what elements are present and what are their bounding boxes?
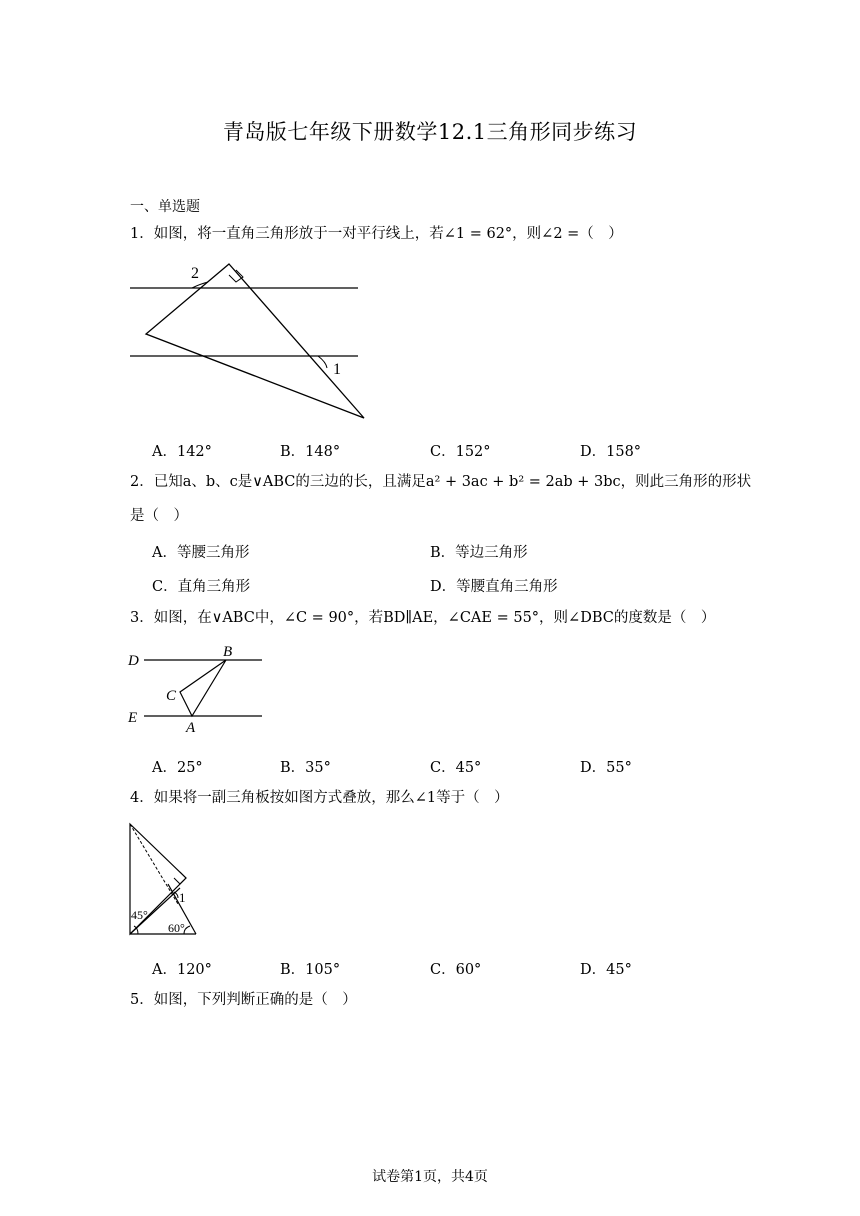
option-a[interactable]: A．等腰三角形 xyxy=(152,545,250,561)
option-b[interactable]: B．35° xyxy=(280,760,331,776)
section-heading: 一、单选题 xyxy=(130,199,200,215)
angle-2-label: 2 xyxy=(191,265,199,282)
angle-60-label: 60° xyxy=(168,921,185,935)
question-3-stem: 3．如图，在∨ABC中，∠C = 90°，若BD∥AE，∠CAE = 55°，则∠DBC的度数是（ ） xyxy=(130,610,716,626)
option-c[interactable]: C．直角三角形 xyxy=(152,579,251,595)
angle-45-label: 45° xyxy=(131,908,148,922)
option-d[interactable]: D．55° xyxy=(580,760,632,776)
point-e-label: E xyxy=(128,710,138,726)
question-1-stem: 1．如图，将一直角三角形放于一对平行线上，若∠1 = 62°，则∠2 =（ ） xyxy=(130,226,623,242)
option-a[interactable]: A．120° xyxy=(152,962,212,978)
question-2-stem-line1: 2．已知a、b、c是∨ABC的三边的长，且满足a² + 3ac + b² = 2ab + 3bc，则此三角形的形状 xyxy=(130,474,752,490)
point-b-label: B xyxy=(223,644,233,660)
page-footer: 试卷第1页，共4页 xyxy=(372,1169,488,1185)
option-d[interactable]: D．等腰直角三角形 xyxy=(430,579,558,595)
question-4-stem: 4．如果将一副三角板按如图方式叠放，那么∠1等于（ ） xyxy=(130,790,509,806)
option-b[interactable]: B．等边三角形 xyxy=(430,545,528,561)
question-5-stem: 5．如图，下列判断正确的是（ ） xyxy=(130,992,357,1008)
option-c[interactable]: C．60° xyxy=(430,962,482,978)
option-c[interactable]: C．152° xyxy=(430,444,491,460)
point-c-label: C xyxy=(166,688,177,704)
option-c[interactable]: C．45° xyxy=(430,760,482,776)
point-d-label: D xyxy=(128,653,139,669)
option-b[interactable]: B．105° xyxy=(280,962,341,978)
page-title: 青岛版七年级下册数学12.1三角形同步练习 xyxy=(222,120,638,144)
question-3-figure xyxy=(128,642,268,736)
option-d[interactable]: D．45° xyxy=(580,962,632,978)
option-d[interactable]: D．158° xyxy=(580,444,642,460)
angle-1-label: 1 xyxy=(333,361,341,378)
option-b[interactable]: B．148° xyxy=(280,444,341,460)
question-4-figure xyxy=(128,822,204,938)
angle-1-label: 1 xyxy=(179,890,186,905)
option-a[interactable]: A．25° xyxy=(152,760,203,776)
option-a[interactable]: A．142° xyxy=(152,444,212,460)
question-2-stem-line2: 是（ ） xyxy=(130,508,188,524)
question-1-figure xyxy=(128,258,368,424)
point-a-label: A xyxy=(186,720,196,736)
